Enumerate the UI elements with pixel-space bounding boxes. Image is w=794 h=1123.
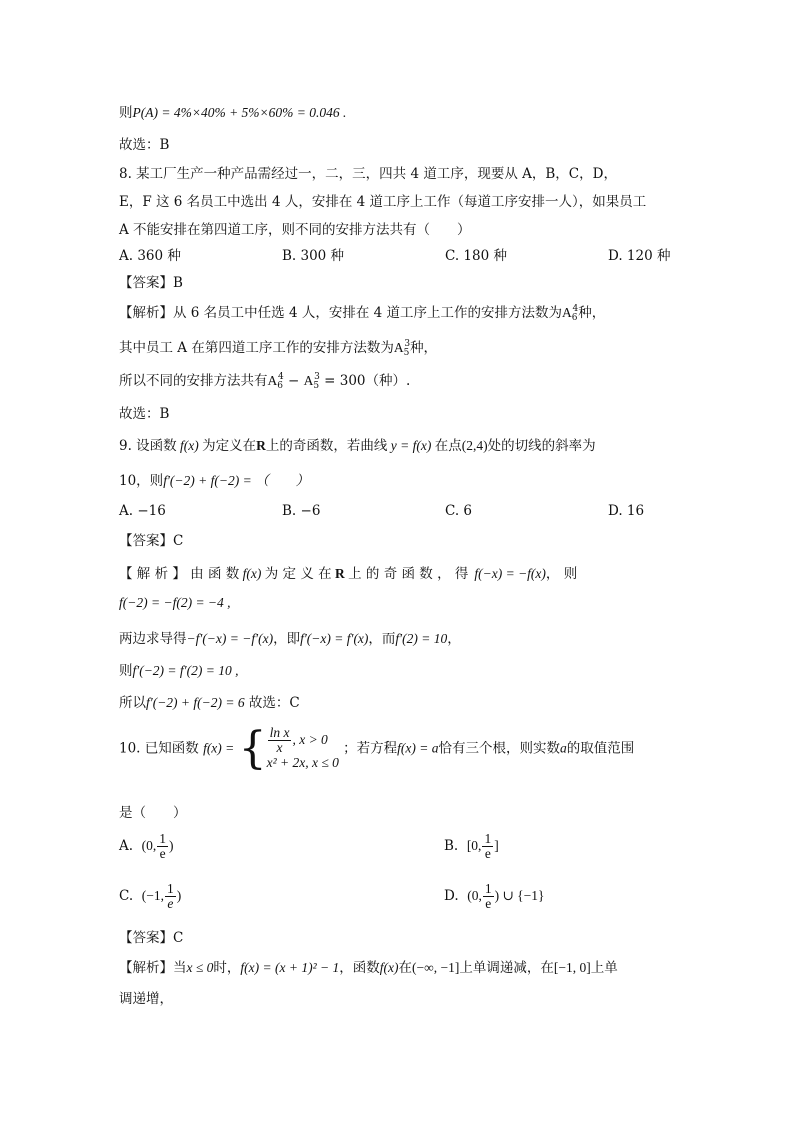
q8-options: [119, 244, 719, 264]
q7-prob-expression: P(A) = 4%×40% + 5%×60% = 0.046 .: [132, 105, 347, 120]
q7-probability-line: [119, 101, 684, 121]
q8-arrangement-sub-2: 5: [403, 348, 410, 358]
q10-option-d-num: 1: [484, 881, 492, 896]
q10-option-d-left: (0,: [467, 888, 482, 904]
q10-option-b-left: [0,: [466, 838, 482, 854]
q10-option-a-left: (0,: [141, 838, 157, 854]
q9-analysis-1a: 【 解 析 】 由 函 数: [119, 566, 240, 582]
q10-analysis-1h: (−∞, −1]: [412, 960, 460, 975]
q8-arr-a-1-sub: 6: [277, 381, 283, 391]
q9-analysis-line-3: [119, 627, 684, 647]
q8-stem-line-2: E，F 这 6 名员工中选出 4 人，安排在 4 道工序上工作（每道工序安排一人），如果员工: [119, 194, 647, 210]
q9-analysis-3e: ，而: [368, 631, 396, 647]
q9-stem-1e: 在点: [434, 438, 462, 454]
q10-analysis-1a: 【解析】当: [119, 960, 187, 976]
q8-analysis-tail-1: 种，: [578, 305, 606, 321]
q8-analysis-text-3: 所以不同的安排方法共有: [119, 373, 268, 389]
q10-option-c-right: ): [176, 888, 182, 904]
q9-analysis-3g: ，: [447, 631, 461, 647]
q9-analysis-2: f(−2) = −f(2) = −4 ,: [119, 595, 231, 610]
q10-analysis-1f: f(x): [379, 960, 399, 975]
q9-stem-1a: 9. 设函数: [119, 438, 177, 454]
q8-arr-a-2-sup: 3: [314, 372, 320, 382]
q10-case1-den: x: [276, 740, 283, 756]
q10-piecewise: { $\frac{\text{ln x}}{x}$ , x > 0 x² + 2x, x ≤ 0: [238, 722, 339, 774]
q8-option-b[interactable]: B. 300 种: [282, 248, 345, 264]
q9-analysis-3c: ，即: [273, 631, 301, 647]
q9-odd-property: f(−x) = −f(x): [474, 566, 546, 581]
q9-stem-1d: 上的奇函数，若曲线: [265, 438, 388, 454]
q8-arr-a-2: A: [303, 373, 314, 388]
q8-arrangement-symbol-2: A: [393, 340, 404, 355]
q9-stem-2a: 10，则: [119, 473, 164, 489]
q8-arr-a-1: A: [267, 373, 278, 388]
q9-option-d[interactable]: D. 16: [608, 503, 645, 519]
q8-option-c[interactable]: C. 180 种: [445, 248, 507, 264]
q9-analysis-4a: 则: [119, 663, 133, 679]
q10-analysis-1c: 时，: [213, 960, 241, 976]
q9-analysis-line-4: [119, 659, 684, 679]
q9-stem-1g: 处的切线的斜率为: [487, 438, 596, 454]
q9-analysis-5b: f′(−2) + f(−2) = 6: [146, 695, 245, 710]
q8-arrangement-sup-2: 3: [404, 339, 411, 349]
q8-option-a[interactable]: A. 360 种: [119, 248, 181, 264]
q10-analysis-1g: 在: [398, 960, 412, 976]
q10-case1-num: ln x: [269, 725, 290, 740]
q9-analysis-3b: −f′(−x) = −f′(x): [186, 631, 274, 646]
q10-option-c-num: 1: [166, 881, 174, 896]
q10-option-b-num: 1: [484, 831, 492, 846]
q10-analysis-1e: ，函数: [339, 960, 380, 976]
q9-analysis-3d: f′(−x) = f′(x): [300, 631, 369, 646]
q8-arrangement-sub: 6: [571, 313, 578, 323]
q10-analysis-line-1: [119, 956, 684, 976]
q9-options: [119, 503, 719, 523]
q9-analysis-line-2: [119, 595, 684, 611]
q10-option-c-label: C.: [119, 888, 134, 905]
q10-option-b-den: e: [484, 846, 491, 862]
q10-option-d-label: D.: [444, 888, 459, 905]
q10-analysis-1i: 上单调递减，在: [459, 960, 554, 976]
q8-arrangement-sup: 4: [572, 304, 579, 314]
q8-choice: 故选：B: [119, 406, 170, 422]
q9-option-b[interactable]: B. −6: [282, 503, 321, 519]
q8-analysis-line-1: [119, 301, 684, 323]
q10-option-d[interactable]: [444, 882, 724, 911]
q8-option-d[interactable]: D. 120 种: [608, 248, 671, 264]
q10-stem-line-2: 是（ ）: [119, 805, 187, 821]
q10-equation: f(x) = a: [397, 740, 439, 756]
q10-analysis-1b: x ≤ 0: [186, 960, 214, 975]
q9-stem-line-1: 9. 设函数 f(x) 为定义在R上的奇函数，若曲线 y = f(x) 在点(2,4)处的切线的斜率为: [119, 438, 596, 454]
q8-stem-line-3: A 不能安排在第四道工序，则不同的安排方法共有（ ）: [119, 222, 471, 238]
q9-stem-2b: f′(−2) + f(−2) = （ ）: [163, 473, 310, 488]
q9-stem-line-2: [119, 469, 684, 489]
q9-analysis-5a: 所以: [119, 695, 146, 711]
q9-analysis-5c: 故选：C: [244, 695, 300, 711]
q8-stem-line-1: 8. 某工厂生产一种产品需经过一，二，三，四共 4 道工序，现要从 A，B，C，D，: [119, 166, 617, 182]
q10-stem-d: 的取值范围: [566, 740, 635, 757]
q10-option-c[interactable]: [119, 882, 439, 911]
q10-option-a-den: e: [159, 846, 166, 862]
q9-analysis-1b: 为 定 义 在: [264, 566, 332, 582]
q9-analysis-3f: f′(2) = 10: [395, 631, 448, 646]
q8-analysis-line-3: 所以不同的安排方法共有$A_6^4 - A_5^3 = 300$（种）.: [119, 372, 411, 391]
q7-prob-prefix: 则: [119, 105, 133, 121]
q10-option-b-label: B.: [444, 838, 459, 855]
q9-analysis-4b: f′(−2) = f′(2) = 10 ,: [132, 663, 239, 678]
q8-analysis-line-2: [119, 336, 684, 358]
q8-arr-a-1-sup: 4: [277, 372, 284, 382]
q10-option-d-den: e: [485, 896, 492, 912]
q9-point: (2,4): [461, 438, 488, 453]
q10-analysis-1d: f(x) = (x + 1)² − 1: [240, 960, 340, 975]
q10-option-a-label: A.: [119, 838, 134, 855]
q8-analysis-text-1: 【解析】从 6 名员工中任选 4 人，安排在 4 道工序上工作的安排方法数为: [119, 305, 563, 321]
q10-stem-line-1: [119, 722, 684, 774]
q10-option-a-right: ): [169, 838, 174, 854]
q10-case1-cond: , x > 0: [292, 732, 328, 748]
q9-analysis-1c: 上 的 奇 函 数 ， 得: [348, 566, 469, 582]
q7-choice: 故选：B: [119, 137, 170, 153]
q9-stem-1b: 为定义在: [202, 438, 257, 454]
q10-option-a-num: 1: [159, 831, 167, 846]
q9-analysis-line-1: 【 解 析 】 由 函 数 f(x) 为 定 义 在 R 上 的 奇 函 数 ， 得 f(−x) = −f(x)， 则: [119, 566, 578, 582]
q8-analysis-tail-3: = 300（种）.: [319, 373, 411, 389]
q8-analysis-text-2: 其中员工 A 在第四道工序工作的安排方法数为: [119, 340, 394, 356]
q10-case2: x² + 2x, x ≤ 0: [266, 755, 339, 771]
q10-option-b-right: ]: [494, 838, 499, 854]
q9-real-set: R: [256, 438, 266, 453]
q10-option-c-left: (−1,: [141, 888, 164, 904]
q9-analysis-3a: 两边求导得: [119, 631, 187, 647]
q10-var-a: a: [560, 740, 567, 756]
q10-analysis-line-2: 调递增，: [119, 991, 173, 1007]
q9-answer: 【答案】C: [119, 533, 184, 549]
q8-arrangement-symbol: A: [562, 305, 572, 320]
q10-stem-a: 10. 已知函数: [119, 740, 199, 757]
q9-analysis-line-5: [119, 691, 684, 711]
q10-option-d-right: ) ∪ {−1}: [494, 888, 545, 904]
q9-option-a[interactable]: A. −16: [119, 503, 166, 519]
q8-arr-a-2-sub: 5: [313, 381, 320, 391]
q10-option-b[interactable]: [444, 832, 724, 861]
q10-option-a[interactable]: [119, 832, 439, 861]
q10-stem-b: ；若方程: [343, 740, 398, 757]
q10-fx-label: f(x) =: [203, 740, 235, 756]
q10-stem-c: 恰有三个根，则实数: [438, 740, 561, 757]
q10-analysis-1k: 上单: [590, 960, 618, 976]
q10-option-c-den: e: [167, 896, 174, 912]
q9-option-c[interactable]: C. 6: [445, 503, 473, 519]
q8-analysis-tail-2: 种，: [410, 340, 438, 356]
q10-analysis-1j: [−1, 0]: [553, 960, 591, 975]
q10-answer: 【答案】C: [119, 930, 184, 946]
q8-answer: 【答案】B: [119, 275, 183, 291]
q9-analysis-1e: ， 则: [545, 566, 578, 582]
